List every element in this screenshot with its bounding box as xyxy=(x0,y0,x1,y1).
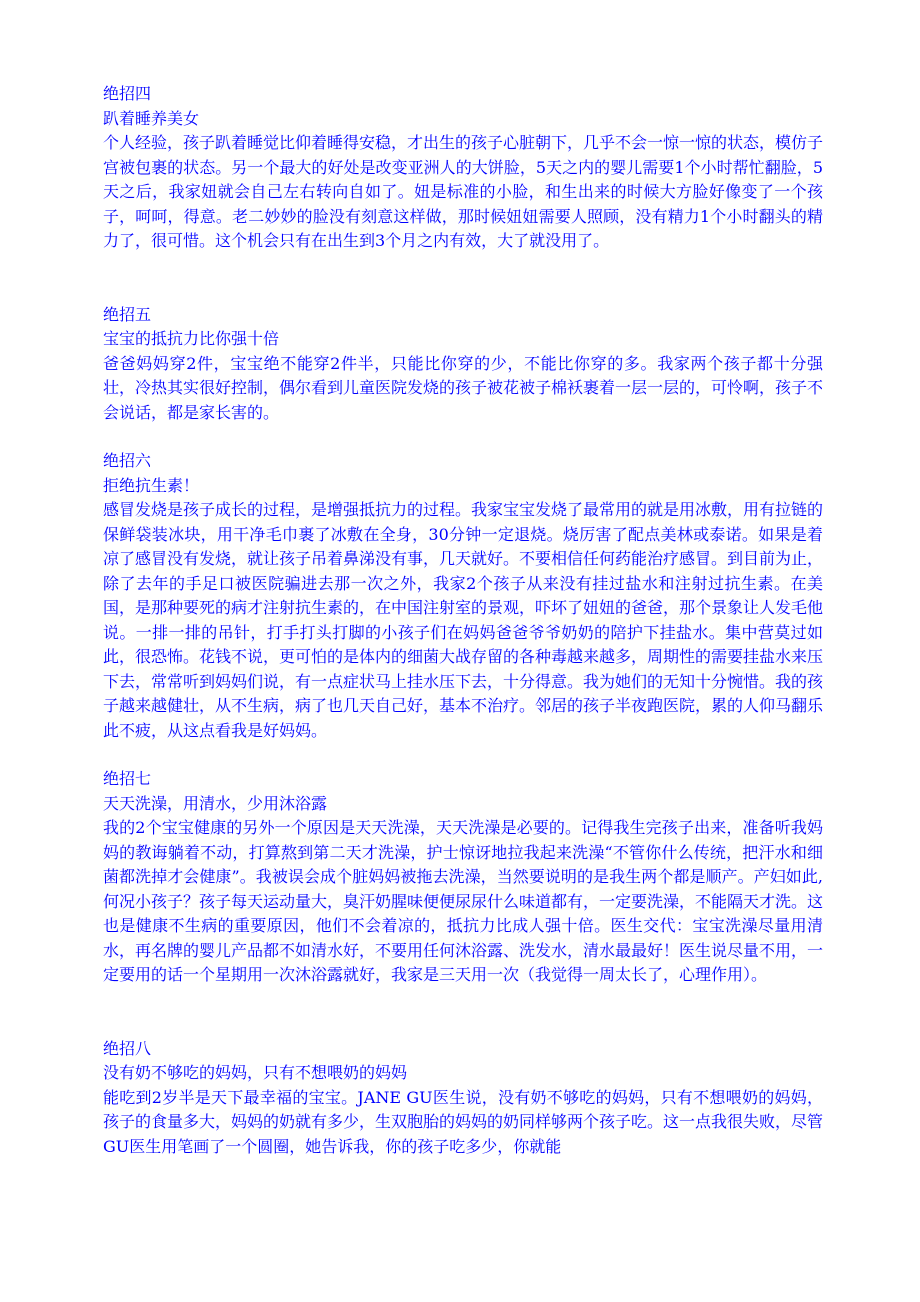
section-number: 绝招五 xyxy=(103,304,152,324)
section-number: 绝招八 xyxy=(103,1038,152,1058)
section-6 xyxy=(103,449,823,743)
section-body: 感冒发烧是孩子成长的过程，是增强抵抗力的过程。我家宝宝发烧了最常用的就是用冰敷，用有拉链的保鲜袋装冰块，用干净毛巾裹了冰敷在全身，30分钟一定退烧。烧厉害了配点美林或泰诺。如果是着凉了感冒没有发烧，就让孩子吊着鼻涕没有事，几天就好。不要相信任何药能治疗感冒。到目前为止，除了去年的手足口被医院骗进去那一次之外，我家2个孩子从来没有挂过盐水和注射过抗生素。在美国，是那种要死的病才注射抗生素的，在中国注射室的景观，吓坏了妞妞的爸爸，那个景象让人发毛他说。一排一排的吊针，打手打头打脚的小孩子们在妈妈爸爸爷爷奶奶的陪护下挂盐水。集中营莫过如此，很恐怖。花钱不说，更可怕的是体内的细菌大战存留的各种毒越来越多，周期性的需要挂盐水来压下去，常常听到妈妈们说，有一点症状马上挂水压下去，十分得意。我为她们的无知十分惋惜。我的孩子越来越健壮，从不生病，病了也几天自己好，基本不治疗。邻居的孩子半夜跑医院，累的人仰马翻乐此不疲，从这点看我是好妈妈。 xyxy=(103,500,824,740)
section-5 xyxy=(103,303,823,426)
section-body: 个人经验，孩子趴着睡觉比仰着睡得安稳，才出生的孩子心脏朝下，几乎不会一惊一惊的状态，模仿子宫被包裹的状态。另一个最大的好处是改变亚洲人的大饼脸，5天之内的婴儿需要1个小时帮忙翻脸，5天之后，我家妞就会自己左右转向自如了。妞是标准的小脸，和生出来的时候大方脸好像变了一个孩子，呵呵，得意。老二妙妙的脸没有刻意这样做，那时候妞妞需要人照顾，没有精力1个小时翻头的精力了，很可惜。这个机会只有在出生到3个月之内有效，大了就没用了。 xyxy=(103,133,824,250)
spacer xyxy=(103,988,823,1037)
section-title: 没有奶不够吃的妈妈，只有不想喂奶的妈妈 xyxy=(103,1063,408,1082)
section-number: 绝招六 xyxy=(103,451,152,470)
section-title: 拒绝抗生素！ xyxy=(103,475,200,495)
section-title: 天天洗澡，用清水，少用沐浴露 xyxy=(103,793,328,813)
section-body: 能吃到2岁半是天下最幸福的宝宝。JANE GU医生说，没有奶不够吃的妈妈，只有不想喂奶的妈妈，孩子的食量多大，妈妈的奶就有多少，生双胞胎的妈妈的奶同样够两个孩子吃。这一点我很失败，尽管GU医生用笔画了一个圆圈，她告诉我，你的孩子吃多少，你就能 xyxy=(103,1087,824,1156)
spacer xyxy=(103,425,823,449)
section-title: 趴着睡养美女 xyxy=(103,108,200,128)
section-8 xyxy=(103,1037,823,1160)
section-7 xyxy=(103,767,823,988)
document-page xyxy=(103,82,823,1159)
section-title: 宝宝的抵抗力比你强十倍 xyxy=(103,329,280,348)
section-number: 绝招七 xyxy=(103,769,152,788)
section-body: 我的2个宝宝健康的另外一个原因是天天洗澡，天天洗澡是必要的。记得我生完孩子出来，准备听我妈妈的教诲躺着不动，打算熬到第二天才洗澡，护士惊讶地拉我起来洗澡“不管你什么传统，把汗水和细菌都洗掉才会健康”。我被误会成个脏妈妈被拖去洗澡，当然要说明的是我生两个都是顺产。产妇如此,何况小孩子？孩子每天运动量大，臭汗奶腥味便便尿尿什么味道都有，一定要洗澡，不能隔天才洗。这也是健康不生病的重要原因，他们不会着凉的，抵抗力比成人强十倍。医生交代：宝宝洗澡尽量用清水，再名牌的婴儿产品都不如清水好，不要用任何沐浴露、洗发水，清水最最好！医生说尽量不用，一定要用的话一个星期用一次沐浴露就好，我家是三天用一次（我觉得一周太长了，心理作用）。 xyxy=(103,818,824,984)
section-body: 爸爸妈妈穿2件，宝宝绝不能穿2件半，只能比你穿的少，不能比你穿的多。我家两个孩子都十分强壮，冷热其实很好控制，偶尔看到儿童医院发烧的孩子被花被子棉袄裹着一层一层的，可怜啊，孩子不会说话，都是家长害的。 xyxy=(103,353,824,422)
section-4 xyxy=(103,82,823,254)
spacer xyxy=(103,743,823,767)
section-number: 绝招四 xyxy=(103,84,152,103)
spacer xyxy=(103,254,823,303)
